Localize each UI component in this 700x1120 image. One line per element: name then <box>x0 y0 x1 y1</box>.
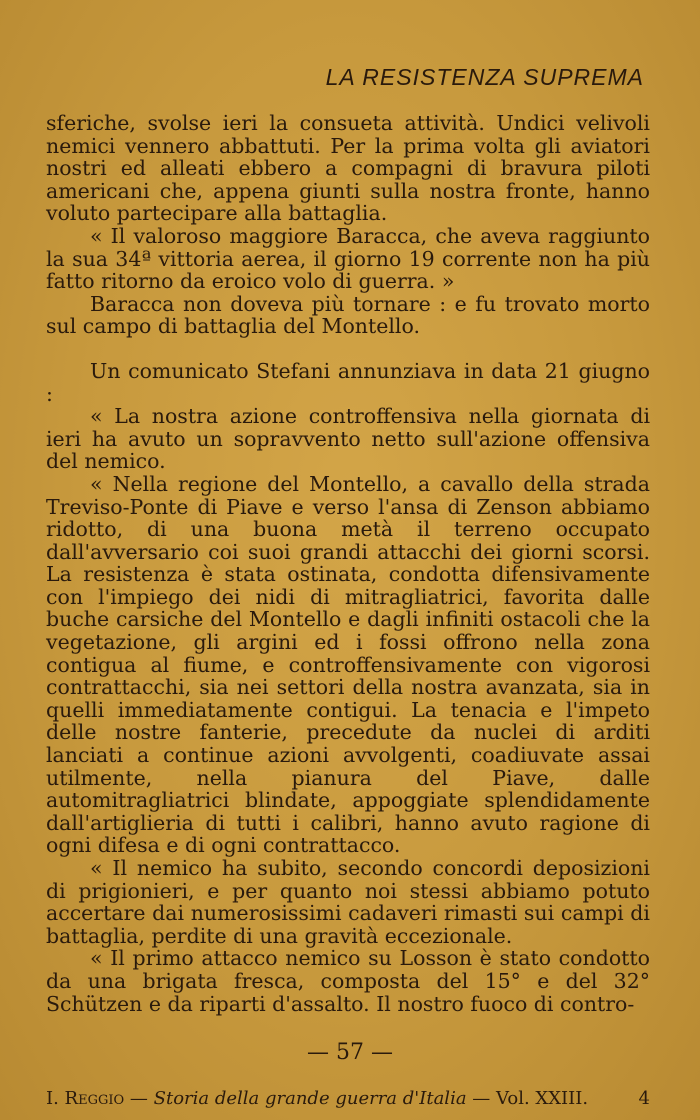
paragraph: Baracca non doveva più tornare : e fu trovato morto sul campo di battaglia del Montello. <box>46 291 650 339</box>
paragraph: Un comunicato Stefani annunziava in data 21 giugno : <box>46 358 650 406</box>
footer-signature-line <box>46 1088 650 1109</box>
footer-title: Storia della grande guerra d'Italia <box>153 1088 467 1109</box>
paragraph: « Il nemico ha subito, secondo concordi deposizioni di prigionieri, e per quanto noi stessi abbiamo potuto accertare dai numerosissimi cadaveri rimasti sui campi di battaglia, perdite di una gravità eccezionale. <box>46 856 650 948</box>
paragraph: « Nella regione del Montello, a cavallo della strada Treviso-Ponte di Piave e verso l'ansa di Zenson abbiamo ridotto, di una buona metà il terreno occupato dall'avversario coi suoi grandi attacchi dei giorni scorsi. La resistenza è stata ostinata, condotta difensivamente con l'impiego dei nidi di mitragliatrici, favorita dalle buche carsiche del Montello e dagli infiniti ostacoli che la vegetazione, gli argini ed i fossi offrono nella zona contigua al fiume, e controffensivamente con vigorosi contrattacchi, sia nei settori della nostra avanzata, sia in quelli immediatamente contigui. La tenacia e l'impeto delle nostre fanterie, precedute da nuclei di arditi lanciati a continue azioni avvolgenti, coadiuvate assai utilmente, nella pianura del Piave, dalle automitragliatrici blindate, appoggiate splendidamente dall'artiglieria di tutti i calibri, hanno avuto ragione di ogni difesa e di ogni contrattacco. <box>46 471 650 858</box>
paragraph: « Il valoroso maggiore Baracca, che aveva raggiunto la sua 34ª vittoria aerea, il giorno 19 corrente non ha più fatto ritorno da eroico volo di guerra. » <box>46 223 650 294</box>
footer-author: I. Reggio — <box>46 1088 148 1109</box>
running-head: LA RESISTENZA SUPREMA <box>325 64 644 90</box>
footer-credit <box>46 1088 588 1109</box>
section-gap <box>46 338 650 360</box>
paragraph: sferiche, svolse ieri la consueta attività. Undici velivoli nemici vennero abbattuti. Per la prima volta gli aviatori nostri ed alleati ebbero a compagni di bravura piloti americani che, appena giunti sulla nostra fronte, hanno voluto partecipare alla battaglia. <box>46 111 650 226</box>
footer-signature-mark: 4 <box>638 1088 650 1109</box>
paragraph: « La nostra azione controffensiva nella giornata di ieri ha avuto un sopravvento netto sull'azione offensiva del nemico. <box>46 404 650 474</box>
body-text <box>46 112 650 1015</box>
paragraph: « Il primo attacco nemico su Losson è stato condotto da una brigata fresca, composta del 15° e del 32° Schützen e da riparti d'assalto. Il nostro fuoco di contro- <box>46 946 650 1016</box>
footer-volume: — Vol. XXIII. <box>472 1088 589 1109</box>
page-number: — 57 — <box>307 1040 393 1065</box>
